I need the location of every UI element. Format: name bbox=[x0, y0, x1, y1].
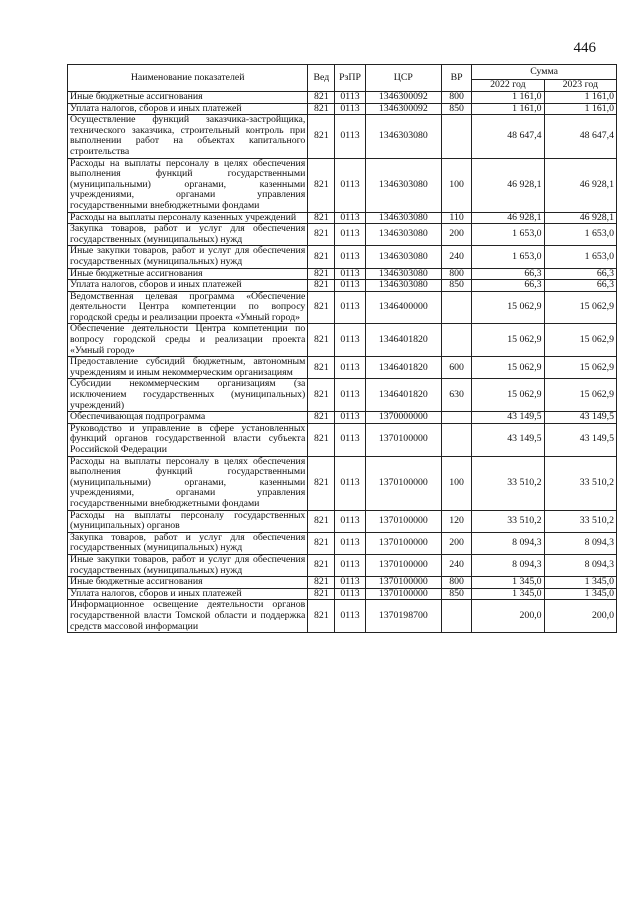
cell-sum-2022: 1 653,0 bbox=[472, 224, 544, 246]
cell-ved: 821 bbox=[308, 554, 335, 576]
cell-sum-2022: 1 653,0 bbox=[472, 246, 544, 268]
cell-sum-2023: 43 149,5 bbox=[544, 412, 616, 424]
cell-sum-2022: 15 062,9 bbox=[472, 291, 544, 324]
table-row bbox=[68, 212, 617, 224]
cell-sum-2023: 1 653,0 bbox=[544, 246, 616, 268]
cell-ved: 821 bbox=[308, 324, 335, 357]
cell-name: Закупка товаров, работ и услуг для обеспечения государственных (муниципальных) нужд bbox=[68, 532, 308, 554]
cell-ved: 821 bbox=[308, 357, 335, 379]
cell-csr: 1346303080 bbox=[365, 115, 441, 158]
cell-rzpr: 0113 bbox=[335, 224, 365, 246]
cell-rzpr: 0113 bbox=[335, 532, 365, 554]
cell-sum-2022: 33 510,2 bbox=[472, 456, 544, 510]
cell-sum-2023: 1 161,0 bbox=[544, 103, 616, 115]
cell-ved: 821 bbox=[308, 532, 335, 554]
cell-sum-2022: 43 149,5 bbox=[472, 423, 544, 456]
cell-rzpr: 0113 bbox=[335, 212, 365, 224]
cell-vr bbox=[442, 115, 472, 158]
cell-csr: 1346303080 bbox=[365, 246, 441, 268]
table-row bbox=[68, 456, 617, 510]
cell-csr: 1346303080 bbox=[365, 224, 441, 246]
cell-vr bbox=[442, 412, 472, 424]
header-name: Наименование показателей bbox=[68, 65, 308, 92]
cell-name: Субсидии некоммерческим организациям (за исключением государственных (муниципальных) учреждений) bbox=[68, 379, 308, 412]
cell-csr: 1370198700 bbox=[365, 600, 441, 633]
cell-name: Иные бюджетные ассигнования bbox=[68, 92, 308, 104]
cell-sum-2022: 8 094,3 bbox=[472, 554, 544, 576]
cell-sum-2022: 43 149,5 bbox=[472, 412, 544, 424]
cell-name: Информационное освещение деятельности органов государственной власти Томской области и поддержка средств массовой информации bbox=[68, 600, 308, 633]
cell-vr bbox=[442, 423, 472, 456]
table-row bbox=[68, 280, 617, 292]
cell-ved: 821 bbox=[308, 588, 335, 600]
cell-sum-2022: 1 345,0 bbox=[472, 577, 544, 589]
cell-name: Иные бюджетные ассигнования bbox=[68, 577, 308, 589]
cell-sum-2023: 15 062,9 bbox=[544, 291, 616, 324]
cell-vr bbox=[442, 600, 472, 633]
header-rzpr: РзПР bbox=[335, 65, 365, 92]
cell-ved: 821 bbox=[308, 280, 335, 292]
cell-csr: 1346303080 bbox=[365, 268, 441, 280]
cell-ved: 821 bbox=[308, 246, 335, 268]
cell-rzpr: 0113 bbox=[335, 92, 365, 104]
cell-rzpr: 0113 bbox=[335, 268, 365, 280]
cell-rzpr: 0113 bbox=[335, 115, 365, 158]
page-number: 446 bbox=[573, 40, 596, 56]
cell-csr: 1346300092 bbox=[365, 92, 441, 104]
cell-ved: 821 bbox=[308, 103, 335, 115]
cell-sum-2022: 46 928,1 bbox=[472, 212, 544, 224]
table-row bbox=[68, 324, 617, 357]
cell-sum-2022: 1 161,0 bbox=[472, 92, 544, 104]
cell-csr: 1346300092 bbox=[365, 103, 441, 115]
cell-vr bbox=[442, 324, 472, 357]
cell-rzpr: 0113 bbox=[335, 588, 365, 600]
cell-sum-2022: 66,3 bbox=[472, 280, 544, 292]
cell-name: Уплата налогов, сборов и иных платежей bbox=[68, 103, 308, 115]
cell-vr: 850 bbox=[442, 103, 472, 115]
cell-rzpr: 0113 bbox=[335, 324, 365, 357]
cell-name: Уплата налогов, сборов и иных платежей bbox=[68, 588, 308, 600]
cell-ved: 821 bbox=[308, 268, 335, 280]
cell-sum-2022: 200,0 bbox=[472, 600, 544, 633]
cell-sum-2023: 33 510,2 bbox=[544, 456, 616, 510]
table-row bbox=[68, 532, 617, 554]
cell-sum-2023: 200,0 bbox=[544, 600, 616, 633]
cell-sum-2023: 8 094,3 bbox=[544, 554, 616, 576]
cell-ved: 821 bbox=[308, 92, 335, 104]
cell-vr: 800 bbox=[442, 268, 472, 280]
cell-name: Расходы на выплаты персоналу в целях обеспечения выполнения функций государственными (муниципальными) органами, казенными учреждениями, органами управления государственными внебюджетными фондами bbox=[68, 456, 308, 510]
cell-rzpr: 0113 bbox=[335, 103, 365, 115]
cell-csr: 1346303080 bbox=[365, 212, 441, 224]
cell-ved: 821 bbox=[308, 212, 335, 224]
cell-csr: 1346303080 bbox=[365, 158, 441, 212]
header-csr: ЦСР bbox=[365, 65, 441, 92]
cell-ved: 821 bbox=[308, 577, 335, 589]
cell-vr: 800 bbox=[442, 92, 472, 104]
cell-vr: 120 bbox=[442, 510, 472, 532]
table-row bbox=[68, 268, 617, 280]
cell-sum-2022: 1 161,0 bbox=[472, 103, 544, 115]
cell-sum-2023: 66,3 bbox=[544, 268, 616, 280]
cell-csr: 1346401820 bbox=[365, 324, 441, 357]
cell-rzpr: 0113 bbox=[335, 456, 365, 510]
cell-csr: 1370100000 bbox=[365, 456, 441, 510]
cell-sum-2022: 15 062,9 bbox=[472, 379, 544, 412]
cell-name: Обеспечение деятельности Центра компетенции по вопросу городской среды и реализации проекта «Умный город» bbox=[68, 324, 308, 357]
table-row bbox=[68, 158, 617, 212]
cell-vr: 850 bbox=[442, 280, 472, 292]
cell-csr: 1346401820 bbox=[365, 379, 441, 412]
cell-sum-2023: 1 345,0 bbox=[544, 588, 616, 600]
cell-sum-2023: 66,3 bbox=[544, 280, 616, 292]
cell-rzpr: 0113 bbox=[335, 357, 365, 379]
cell-sum-2023: 8 094,3 bbox=[544, 532, 616, 554]
cell-ved: 821 bbox=[308, 115, 335, 158]
cell-vr: 240 bbox=[442, 246, 472, 268]
table-row bbox=[68, 115, 617, 158]
cell-name: Расходы на выплаты персоналу казенных учреждений bbox=[68, 212, 308, 224]
header-ved: Вед bbox=[308, 65, 335, 92]
cell-sum-2023: 15 062,9 bbox=[544, 324, 616, 357]
cell-rzpr: 0113 bbox=[335, 158, 365, 212]
cell-rzpr: 0113 bbox=[335, 510, 365, 532]
cell-rzpr: 0113 bbox=[335, 600, 365, 633]
cell-name: Иные закупки товаров, работ и услуг для обеспечения государственных (муниципальных) нужд bbox=[68, 246, 308, 268]
cell-sum-2023: 46 928,1 bbox=[544, 212, 616, 224]
header-year-2023: 2023 год bbox=[544, 80, 616, 92]
cell-ved: 821 bbox=[308, 158, 335, 212]
table-row bbox=[68, 92, 617, 104]
cell-sum-2023: 15 062,9 bbox=[544, 357, 616, 379]
header-sum: Сумма bbox=[472, 65, 617, 80]
cell-vr: 800 bbox=[442, 577, 472, 589]
cell-ved: 821 bbox=[308, 291, 335, 324]
cell-vr: 200 bbox=[442, 224, 472, 246]
cell-sum-2022: 15 062,9 bbox=[472, 324, 544, 357]
cell-csr: 1370100000 bbox=[365, 554, 441, 576]
cell-name: Иные бюджетные ассигнования bbox=[68, 268, 308, 280]
table-row bbox=[68, 357, 617, 379]
table-row bbox=[68, 412, 617, 424]
cell-vr bbox=[442, 291, 472, 324]
cell-rzpr: 0113 bbox=[335, 280, 365, 292]
cell-name: Обеспечивающая подпрограмма bbox=[68, 412, 308, 424]
cell-sum-2022: 1 345,0 bbox=[472, 588, 544, 600]
table-row bbox=[68, 588, 617, 600]
cell-sum-2022: 33 510,2 bbox=[472, 510, 544, 532]
cell-sum-2023: 1 161,0 bbox=[544, 92, 616, 104]
cell-csr: 1370100000 bbox=[365, 577, 441, 589]
cell-csr: 1346303080 bbox=[365, 280, 441, 292]
cell-vr: 850 bbox=[442, 588, 472, 600]
cell-name: Закупка товаров, работ и услуг для обеспечения государственных (муниципальных) нужд bbox=[68, 224, 308, 246]
table-row bbox=[68, 554, 617, 576]
table-row bbox=[68, 379, 617, 412]
table-row bbox=[68, 103, 617, 115]
cell-csr: 1346400000 bbox=[365, 291, 441, 324]
cell-sum-2022: 8 094,3 bbox=[472, 532, 544, 554]
cell-ved: 821 bbox=[308, 412, 335, 424]
cell-rzpr: 0113 bbox=[335, 246, 365, 268]
cell-vr: 600 bbox=[442, 357, 472, 379]
cell-rzpr: 0113 bbox=[335, 379, 365, 412]
cell-ved: 821 bbox=[308, 510, 335, 532]
cell-vr: 100 bbox=[442, 158, 472, 212]
cell-name: Расходы на выплаты персоналу государственных (муниципальных) органов bbox=[68, 510, 308, 532]
header-year-2022: 2022 год bbox=[472, 80, 544, 92]
header-vr: ВР bbox=[442, 65, 472, 92]
cell-csr: 1370100000 bbox=[365, 588, 441, 600]
budget-table bbox=[67, 64, 617, 633]
cell-name: Уплата налогов, сборов и иных платежей bbox=[68, 280, 308, 292]
table-row bbox=[68, 577, 617, 589]
cell-sum-2022: 46 928,1 bbox=[472, 158, 544, 212]
cell-rzpr: 0113 bbox=[335, 554, 365, 576]
cell-vr: 240 bbox=[442, 554, 472, 576]
cell-rzpr: 0113 bbox=[335, 577, 365, 589]
cell-sum-2022: 66,3 bbox=[472, 268, 544, 280]
cell-sum-2023: 1 653,0 bbox=[544, 224, 616, 246]
cell-name: Осуществление функций заказчика-застройщика, технического заказчика, строительный контроль при выполнении работ на объектах капитального строительства bbox=[68, 115, 308, 158]
table-row bbox=[68, 224, 617, 246]
cell-sum-2023: 33 510,2 bbox=[544, 510, 616, 532]
cell-rzpr: 0113 bbox=[335, 412, 365, 424]
cell-ved: 821 bbox=[308, 456, 335, 510]
cell-sum-2022: 48 647,4 bbox=[472, 115, 544, 158]
cell-vr: 100 bbox=[442, 456, 472, 510]
cell-sum-2023: 48 647,4 bbox=[544, 115, 616, 158]
cell-sum-2023: 46 928,1 bbox=[544, 158, 616, 212]
cell-name: Предоставление субсидий бюджетным, автономным учреждениям и иным некоммерческим организациям bbox=[68, 357, 308, 379]
table-row bbox=[68, 510, 617, 532]
cell-sum-2023: 1 345,0 bbox=[544, 577, 616, 589]
cell-csr: 1370100000 bbox=[365, 423, 441, 456]
cell-vr: 110 bbox=[442, 212, 472, 224]
cell-sum-2023: 43 149,5 bbox=[544, 423, 616, 456]
cell-ved: 821 bbox=[308, 600, 335, 633]
cell-name: Руководство и управление в сфере установленных функций органов государственной власти субъекта Российской Федерации bbox=[68, 423, 308, 456]
cell-rzpr: 0113 bbox=[335, 423, 365, 456]
cell-sum-2023: 15 062,9 bbox=[544, 379, 616, 412]
cell-csr: 1370100000 bbox=[365, 532, 441, 554]
cell-vr: 200 bbox=[442, 532, 472, 554]
table-row bbox=[68, 600, 617, 633]
cell-vr: 630 bbox=[442, 379, 472, 412]
cell-csr: 1370100000 bbox=[365, 510, 441, 532]
cell-sum-2022: 15 062,9 bbox=[472, 357, 544, 379]
cell-csr: 1370000000 bbox=[365, 412, 441, 424]
table-row bbox=[68, 246, 617, 268]
cell-csr: 1346401820 bbox=[365, 357, 441, 379]
cell-name: Расходы на выплаты персоналу в целях обеспечения выполнения функций государственными (муниципальными) органами, казенными учреждениями, органами управления государственными внебюджетными фондами bbox=[68, 158, 308, 212]
table-body bbox=[68, 92, 617, 633]
cell-ved: 821 bbox=[308, 379, 335, 412]
cell-name: Ведомственная целевая программа «Обеспечение деятельности Центра компетенции по вопросу городской среды и реализации проекта «Умный город» bbox=[68, 291, 308, 324]
cell-ved: 821 bbox=[308, 423, 335, 456]
cell-rzpr: 0113 bbox=[335, 291, 365, 324]
table-row bbox=[68, 423, 617, 456]
table-row bbox=[68, 291, 617, 324]
cell-ved: 821 bbox=[308, 224, 335, 246]
cell-name: Иные закупки товаров, работ и услуг для обеспечения государственных (муниципальных) нужд bbox=[68, 554, 308, 576]
